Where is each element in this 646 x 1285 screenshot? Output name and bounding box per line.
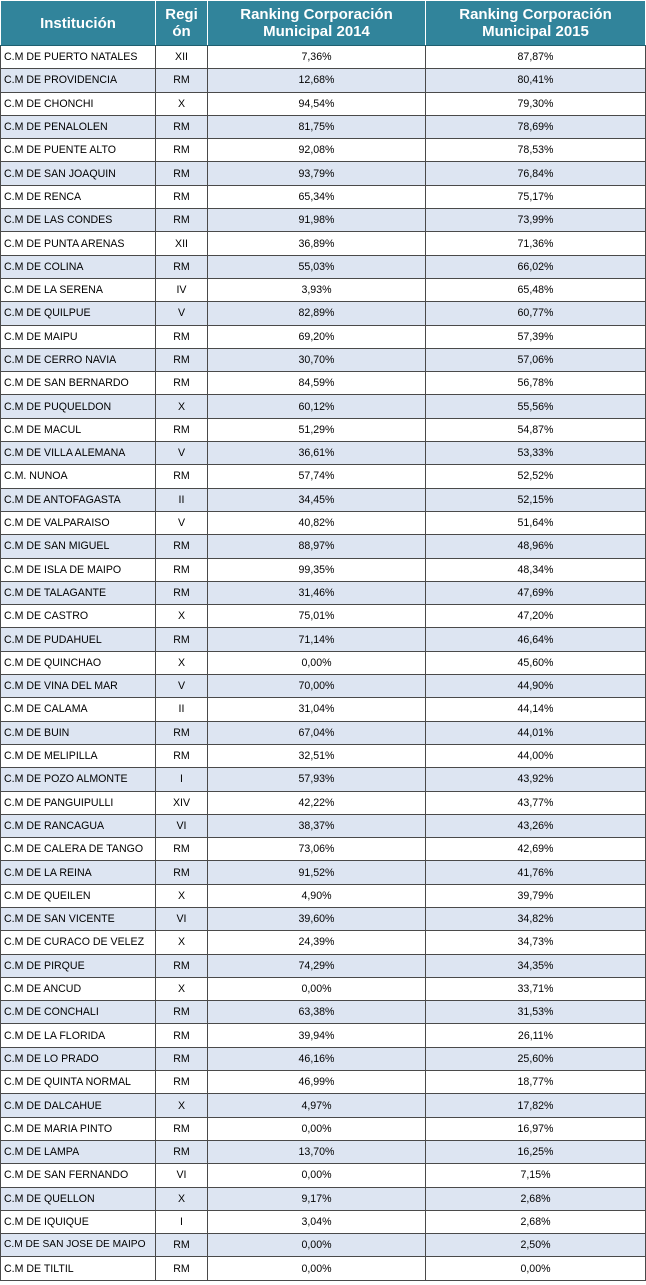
- institucion-cell: C.M DE QUILPUE: [1, 302, 156, 325]
- institucion-cell: C.M DE SAN BERNARDO: [1, 372, 156, 395]
- table-row: [1, 395, 646, 418]
- ranking-2015-cell: 44,14%: [426, 698, 646, 721]
- ranking-2015-cell: 75,17%: [426, 185, 646, 208]
- ranking-2014-cell: 32,51%: [208, 744, 426, 767]
- table-row: [1, 278, 646, 301]
- region-cell: RM: [156, 838, 208, 861]
- institucion-cell: C.M DE PUENTE ALTO: [1, 139, 156, 162]
- ranking-2014-cell: 82,89%: [208, 302, 426, 325]
- table-body: [1, 46, 646, 1281]
- ranking-2015-cell: 76,84%: [426, 162, 646, 185]
- institucion-cell: C.M DE PUNTA ARENAS: [1, 232, 156, 255]
- region-cell: IV: [156, 278, 208, 301]
- institucion-cell: C.M DE MAIPU: [1, 325, 156, 348]
- header-institucion: Institución: [1, 1, 156, 46]
- institucion-cell: C.M DE SAN JOAQUIN: [1, 162, 156, 185]
- ranking-2015-cell: 44,01%: [426, 721, 646, 744]
- ranking-2015-cell: 51,64%: [426, 511, 646, 534]
- ranking-2015-cell: 52,52%: [426, 465, 646, 488]
- institucion-cell: C.M DE VINA DEL MAR: [1, 675, 156, 698]
- ranking-2015-cell: 16,25%: [426, 1140, 646, 1163]
- ranking-2015-cell: 43,26%: [426, 814, 646, 837]
- ranking-2015-cell: 80,41%: [426, 69, 646, 92]
- table-row: [1, 791, 646, 814]
- ranking-2014-cell: 0,00%: [208, 1234, 426, 1257]
- region-cell: V: [156, 302, 208, 325]
- ranking-2014-cell: 38,37%: [208, 814, 426, 837]
- region-cell: XIV: [156, 791, 208, 814]
- ranking-2014-cell: 36,89%: [208, 232, 426, 255]
- table-row: [1, 768, 646, 791]
- region-cell: X: [156, 651, 208, 674]
- region-cell: RM: [156, 139, 208, 162]
- ranking-2015-cell: 46,64%: [426, 628, 646, 651]
- institucion-cell: C.M DE PUERTO NATALES: [1, 46, 156, 69]
- ranking-2015-cell: 34,35%: [426, 954, 646, 977]
- ranking-2014-cell: 31,46%: [208, 581, 426, 604]
- table-row: [1, 46, 646, 69]
- ranking-2015-cell: 2,68%: [426, 1187, 646, 1210]
- ranking-2014-cell: 0,00%: [208, 1257, 426, 1280]
- ranking-2015-cell: 47,69%: [426, 581, 646, 604]
- table-row: [1, 651, 646, 674]
- institucion-cell: C.M DE PUQUELDON: [1, 395, 156, 418]
- institucion-cell: C.M DE LAMPA: [1, 1140, 156, 1163]
- region-cell: VI: [156, 907, 208, 930]
- institucion-cell: C.M DE CALERA DE TANGO: [1, 838, 156, 861]
- ranking-2015-cell: 2,50%: [426, 1234, 646, 1257]
- ranking-2015-cell: 78,69%: [426, 115, 646, 138]
- table-row: [1, 511, 646, 534]
- ranking-2014-cell: 51,29%: [208, 418, 426, 441]
- region-cell: RM: [156, 1234, 208, 1257]
- region-cell: X: [156, 977, 208, 1000]
- ranking-2015-cell: 41,76%: [426, 861, 646, 884]
- institucion-cell: C.M DE VILLA ALEMANA: [1, 442, 156, 465]
- institucion-cell: C.M. NUNOA: [1, 465, 156, 488]
- table-row: [1, 931, 646, 954]
- region-cell: RM: [156, 1117, 208, 1140]
- ranking-2015-cell: 43,77%: [426, 791, 646, 814]
- ranking-2015-cell: 53,33%: [426, 442, 646, 465]
- institucion-cell: C.M DE QUELLON: [1, 1187, 156, 1210]
- table-row: [1, 1001, 646, 1024]
- table-row: [1, 954, 646, 977]
- ranking-2015-cell: 16,97%: [426, 1117, 646, 1140]
- institucion-cell: C.M DE SAN FERNANDO: [1, 1164, 156, 1187]
- region-cell: RM: [156, 581, 208, 604]
- table-row: [1, 465, 646, 488]
- region-cell: X: [156, 1187, 208, 1210]
- table-row: [1, 884, 646, 907]
- institucion-cell: C.M DE CASTRO: [1, 605, 156, 628]
- ranking-2014-cell: 12,68%: [208, 69, 426, 92]
- institucion-cell: C.M DE PENALOLEN: [1, 115, 156, 138]
- ranking-2014-cell: 0,00%: [208, 1164, 426, 1187]
- institucion-cell: C.M DE MACUL: [1, 418, 156, 441]
- header-region: Regi ón: [156, 1, 208, 46]
- institucion-cell: C.M DE LA SERENA: [1, 278, 156, 301]
- table-row: [1, 1140, 646, 1163]
- institucion-cell: C.M DE VALPARAISO: [1, 511, 156, 534]
- region-cell: X: [156, 931, 208, 954]
- region-cell: I: [156, 1210, 208, 1233]
- ranking-2015-cell: 17,82%: [426, 1094, 646, 1117]
- ranking-2014-cell: 13,70%: [208, 1140, 426, 1163]
- ranking-2015-cell: 26,11%: [426, 1024, 646, 1047]
- table-header: [1, 1, 646, 46]
- region-cell: RM: [156, 69, 208, 92]
- region-cell: RM: [156, 744, 208, 767]
- institucion-cell: C.M DE POZO ALMONTE: [1, 768, 156, 791]
- region-cell: RM: [156, 1071, 208, 1094]
- ranking-2014-cell: 69,20%: [208, 325, 426, 348]
- ranking-2015-cell: 57,39%: [426, 325, 646, 348]
- ranking-2015-cell: 47,20%: [426, 605, 646, 628]
- table-row: [1, 488, 646, 511]
- region-cell: VI: [156, 1164, 208, 1187]
- region-cell: II: [156, 488, 208, 511]
- table-row: [1, 348, 646, 371]
- table-row: [1, 442, 646, 465]
- ranking-2015-cell: 7,15%: [426, 1164, 646, 1187]
- ranking-2014-cell: 0,00%: [208, 977, 426, 1000]
- ranking-2014-cell: 57,93%: [208, 768, 426, 791]
- table-row: [1, 605, 646, 628]
- table-row: [1, 814, 646, 837]
- ranking-2014-cell: 0,00%: [208, 1117, 426, 1140]
- table-row: [1, 698, 646, 721]
- ranking-2014-cell: 40,82%: [208, 511, 426, 534]
- ranking-2015-cell: 55,56%: [426, 395, 646, 418]
- region-cell: RM: [156, 465, 208, 488]
- institucion-cell: C.M DE ISLA DE MAIPO: [1, 558, 156, 581]
- table-row: [1, 69, 646, 92]
- ranking-2014-cell: 7,36%: [208, 46, 426, 69]
- region-cell: RM: [156, 115, 208, 138]
- ranking-2015-cell: 54,87%: [426, 418, 646, 441]
- region-cell: RM: [156, 628, 208, 651]
- ranking-2014-cell: 57,74%: [208, 465, 426, 488]
- ranking-2015-cell: 2,68%: [426, 1210, 646, 1233]
- institucion-cell: C.M DE COLINA: [1, 255, 156, 278]
- table-row: [1, 675, 646, 698]
- ranking-2014-cell: 75,01%: [208, 605, 426, 628]
- ranking-2015-cell: 52,15%: [426, 488, 646, 511]
- ranking-2015-cell: 18,77%: [426, 1071, 646, 1094]
- institucion-cell: C.M DE ANTOFAGASTA: [1, 488, 156, 511]
- institucion-cell: C.M DE LAS CONDES: [1, 209, 156, 232]
- ranking-2015-cell: 65,48%: [426, 278, 646, 301]
- region-cell: RM: [156, 185, 208, 208]
- institucion-cell: C.M DE DALCAHUE: [1, 1094, 156, 1117]
- region-cell: RM: [156, 1047, 208, 1070]
- ranking-2015-cell: 42,69%: [426, 838, 646, 861]
- region-cell: II: [156, 698, 208, 721]
- ranking-2015-cell: 44,00%: [426, 744, 646, 767]
- region-cell: RM: [156, 535, 208, 558]
- table-row: [1, 628, 646, 651]
- institucion-cell: C.M DE PIRQUE: [1, 954, 156, 977]
- region-cell: X: [156, 884, 208, 907]
- region-cell: I: [156, 768, 208, 791]
- ranking-2014-cell: 84,59%: [208, 372, 426, 395]
- region-cell: XII: [156, 46, 208, 69]
- table-row: [1, 1094, 646, 1117]
- ranking-2014-cell: 46,99%: [208, 1071, 426, 1094]
- institucion-cell: C.M DE CERRO NAVIA: [1, 348, 156, 371]
- ranking-2014-cell: 4,90%: [208, 884, 426, 907]
- table-row: [1, 418, 646, 441]
- table-row: [1, 581, 646, 604]
- ranking-2015-cell: 39,79%: [426, 884, 646, 907]
- ranking-2014-cell: 24,39%: [208, 931, 426, 954]
- ranking-2015-cell: 78,53%: [426, 139, 646, 162]
- table-row: [1, 162, 646, 185]
- table-row: [1, 325, 646, 348]
- region-cell: RM: [156, 1024, 208, 1047]
- ranking-2015-cell: 48,34%: [426, 558, 646, 581]
- ranking-2015-cell: 87,87%: [426, 46, 646, 69]
- ranking-2014-cell: 46,16%: [208, 1047, 426, 1070]
- ranking-2015-cell: 60,77%: [426, 302, 646, 325]
- ranking-2015-cell: 71,36%: [426, 232, 646, 255]
- ranking-2015-cell: 43,92%: [426, 768, 646, 791]
- region-cell: XII: [156, 232, 208, 255]
- ranking-2014-cell: 70,00%: [208, 675, 426, 698]
- table-row: [1, 185, 646, 208]
- institucion-cell: C.M DE RENCA: [1, 185, 156, 208]
- ranking-2015-cell: 44,90%: [426, 675, 646, 698]
- region-cell: RM: [156, 162, 208, 185]
- institucion-cell: C.M DE QUINCHAO: [1, 651, 156, 674]
- region-cell: RM: [156, 954, 208, 977]
- header-row: [1, 1, 646, 46]
- table-row: [1, 209, 646, 232]
- region-cell: RM: [156, 348, 208, 371]
- institucion-cell: C.M DE SAN JOSE DE MAIPO: [1, 1234, 156, 1257]
- institucion-cell: C.M DE LA REINA: [1, 861, 156, 884]
- institucion-cell: C.M DE CHONCHI: [1, 92, 156, 115]
- table-row: [1, 139, 646, 162]
- institucion-cell: C.M DE PANGUIPULLI: [1, 791, 156, 814]
- institucion-cell: C.M DE RANCAGUA: [1, 814, 156, 837]
- ranking-2015-cell: 45,60%: [426, 651, 646, 674]
- ranking-2015-cell: 79,30%: [426, 92, 646, 115]
- ranking-2014-cell: 67,04%: [208, 721, 426, 744]
- institucion-cell: C.M DE BUIN: [1, 721, 156, 744]
- region-cell: X: [156, 605, 208, 628]
- institucion-cell: C.M DE SAN MIGUEL: [1, 535, 156, 558]
- ranking-2014-cell: 91,98%: [208, 209, 426, 232]
- region-cell: RM: [156, 1001, 208, 1024]
- ranking-2014-cell: 93,79%: [208, 162, 426, 185]
- institucion-cell: C.M DE IQUIQUE: [1, 1210, 156, 1233]
- institucion-cell: C.M DE PROVIDENCIA: [1, 69, 156, 92]
- institucion-cell: C.M DE PUDAHUEL: [1, 628, 156, 651]
- region-cell: X: [156, 395, 208, 418]
- institucion-cell: C.M DE TILTIL: [1, 1257, 156, 1280]
- table-row: [1, 1024, 646, 1047]
- ranking-2014-cell: 4,97%: [208, 1094, 426, 1117]
- ranking-2015-cell: 33,71%: [426, 977, 646, 1000]
- institucion-cell: C.M DE QUEILEN: [1, 884, 156, 907]
- table-row: [1, 232, 646, 255]
- table-row: [1, 558, 646, 581]
- region-cell: RM: [156, 721, 208, 744]
- ranking-2014-cell: 39,60%: [208, 907, 426, 930]
- institucion-cell: C.M DE MELIPILLA: [1, 744, 156, 767]
- region-cell: X: [156, 92, 208, 115]
- institucion-cell: C.M DE CURACO DE VELEZ: [1, 931, 156, 954]
- ranking-2015-cell: 34,82%: [426, 907, 646, 930]
- ranking-2015-cell: 48,96%: [426, 535, 646, 558]
- ranking-2014-cell: 36,61%: [208, 442, 426, 465]
- institucion-cell: C.M DE LA FLORIDA: [1, 1024, 156, 1047]
- institucion-cell: C.M DE LO PRADO: [1, 1047, 156, 1070]
- ranking-2014-cell: 39,94%: [208, 1024, 426, 1047]
- ranking-2014-cell: 73,06%: [208, 838, 426, 861]
- ranking-2014-cell: 99,35%: [208, 558, 426, 581]
- region-cell: X: [156, 1094, 208, 1117]
- region-cell: RM: [156, 558, 208, 581]
- table-row: [1, 1187, 646, 1210]
- table-row: [1, 302, 646, 325]
- table-row: [1, 1164, 646, 1187]
- ranking-2014-cell: 9,17%: [208, 1187, 426, 1210]
- ranking-2014-cell: 91,52%: [208, 861, 426, 884]
- table-row: [1, 115, 646, 138]
- ranking-2015-cell: 56,78%: [426, 372, 646, 395]
- table-row: [1, 1047, 646, 1070]
- table-row: [1, 977, 646, 1000]
- ranking-2014-cell: 81,75%: [208, 115, 426, 138]
- institucion-cell: C.M DE CALAMA: [1, 698, 156, 721]
- institucion-cell: C.M DE SAN VICENTE: [1, 907, 156, 930]
- table-row: [1, 721, 646, 744]
- table-row: [1, 92, 646, 115]
- table-row: [1, 372, 646, 395]
- institucion-cell: C.M DE QUINTA NORMAL: [1, 1071, 156, 1094]
- header-ranking-2014: Ranking Corporación Municipal 2014: [208, 1, 426, 46]
- table-row: [1, 838, 646, 861]
- region-cell: RM: [156, 372, 208, 395]
- region-cell: RM: [156, 418, 208, 441]
- ranking-2014-cell: 71,14%: [208, 628, 426, 651]
- region-cell: V: [156, 675, 208, 698]
- table-row: [1, 1234, 646, 1257]
- ranking-2015-cell: 66,02%: [426, 255, 646, 278]
- ranking-2015-cell: 31,53%: [426, 1001, 646, 1024]
- table-row: [1, 1071, 646, 1094]
- region-cell: RM: [156, 325, 208, 348]
- ranking-2014-cell: 34,45%: [208, 488, 426, 511]
- ranking-2015-cell: 34,73%: [426, 931, 646, 954]
- ranking-2015-cell: 57,06%: [426, 348, 646, 371]
- ranking-2014-cell: 88,97%: [208, 535, 426, 558]
- table-row: [1, 907, 646, 930]
- ranking-2015-cell: 25,60%: [426, 1047, 646, 1070]
- table-row: [1, 535, 646, 558]
- ranking-2014-cell: 30,70%: [208, 348, 426, 371]
- table-row: [1, 1257, 646, 1280]
- region-cell: RM: [156, 209, 208, 232]
- region-cell: V: [156, 442, 208, 465]
- institucion-cell: C.M DE CONCHALI: [1, 1001, 156, 1024]
- ranking-2014-cell: 63,38%: [208, 1001, 426, 1024]
- ranking-2015-cell: 0,00%: [426, 1257, 646, 1280]
- institucion-cell: C.M DE ANCUD: [1, 977, 156, 1000]
- table-row: [1, 861, 646, 884]
- region-cell: V: [156, 511, 208, 534]
- ranking-2014-cell: 31,04%: [208, 698, 426, 721]
- region-cell: RM: [156, 861, 208, 884]
- ranking-2014-cell: 74,29%: [208, 954, 426, 977]
- table-row: [1, 255, 646, 278]
- ranking-2014-cell: 42,22%: [208, 791, 426, 814]
- table-row: [1, 1117, 646, 1140]
- region-cell: VI: [156, 814, 208, 837]
- ranking-2015-cell: 73,99%: [426, 209, 646, 232]
- ranking-2014-cell: 55,03%: [208, 255, 426, 278]
- table-row: [1, 1210, 646, 1233]
- header-ranking-2015: Ranking Corporación Municipal 2015: [426, 1, 646, 46]
- institucion-cell: C.M DE TALAGANTE: [1, 581, 156, 604]
- table-row: [1, 744, 646, 767]
- ranking-2014-cell: 60,12%: [208, 395, 426, 418]
- ranking-2014-cell: 92,08%: [208, 139, 426, 162]
- region-cell: RM: [156, 1257, 208, 1280]
- ranking-2014-cell: 3,93%: [208, 278, 426, 301]
- ranking-2014-cell: 94,54%: [208, 92, 426, 115]
- region-cell: RM: [156, 255, 208, 278]
- ranking-2014-cell: 0,00%: [208, 651, 426, 674]
- ranking-2014-cell: 3,04%: [208, 1210, 426, 1233]
- ranking-2014-cell: 65,34%: [208, 185, 426, 208]
- institucion-cell: C.M DE MARIA PINTO: [1, 1117, 156, 1140]
- region-cell: RM: [156, 1140, 208, 1163]
